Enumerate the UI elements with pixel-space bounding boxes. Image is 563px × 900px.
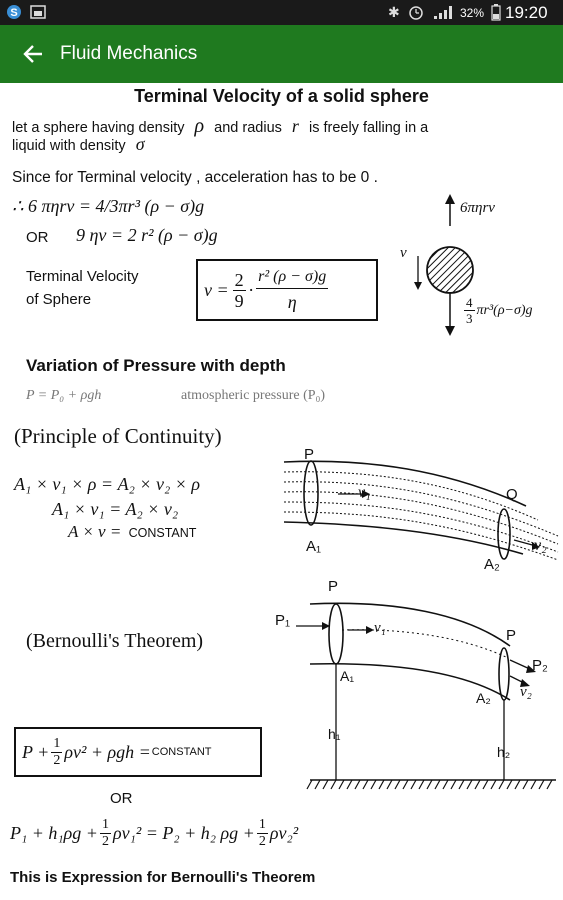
equation-1: ∴ 6 πηrv = 4/3πr³ (ρ − σ)g bbox=[12, 196, 205, 216]
battery-icon bbox=[491, 4, 501, 21]
bluetooth-icon: ✱ bbox=[388, 4, 400, 20]
clock: 19:20 bbox=[505, 3, 548, 22]
velocity-label: v bbox=[400, 245, 407, 261]
bernoulli-v1-label: v₁ bbox=[374, 620, 386, 636]
section-title-bernoulli: (Bernoulli's Theorem) bbox=[26, 630, 204, 652]
bernoulli-a1-label: A₁ bbox=[340, 668, 355, 684]
bernoulli-a2-label: A₂ bbox=[476, 690, 491, 706]
status-bar bbox=[0, 0, 563, 25]
pressure-p1-label: P₁ bbox=[275, 612, 291, 629]
bernoulli-point-p-right-label: P bbox=[506, 627, 517, 644]
intro-line-1: let a sphere having density ρ and radius r is freely falling in a bbox=[12, 115, 429, 137]
pressure-note: atmospheric pressure (P₀) bbox=[181, 388, 326, 403]
page-title: Fluid Mechanics bbox=[60, 43, 198, 64]
pressure-p2-label: P₂ bbox=[532, 657, 548, 674]
svg-text:S: S bbox=[10, 7, 18, 19]
cross-section-a2 bbox=[498, 509, 510, 559]
velocity-v2-label: v₂ bbox=[534, 537, 547, 554]
bernoulli-point-p-label: P bbox=[328, 578, 339, 595]
continuity-equation-2: A₁ × v₁ = A₂ × v₂ bbox=[52, 499, 179, 519]
ground-hatching bbox=[307, 780, 552, 789]
velocity-v1-label: v₁ bbox=[358, 484, 371, 501]
height-h1-label: h₁ bbox=[328, 726, 341, 742]
or-label-1: OR bbox=[26, 229, 49, 246]
pressure-equation: P = P₀ + ρgh bbox=[26, 388, 102, 403]
point-p-label: P bbox=[304, 446, 315, 463]
section-title-pressure: Variation of Pressure with depth bbox=[26, 356, 286, 375]
app-bar bbox=[0, 25, 563, 83]
area-a2-label: A₂ bbox=[484, 556, 500, 573]
intro-line-2: liquid with density σ bbox=[12, 134, 145, 154]
equation-2: 9 ηv = 2 r² (ρ − σ)g bbox=[76, 225, 218, 245]
signal-icon bbox=[433, 5, 455, 20]
bernoulli-footer-text: This is Expression for Bernoulli's Theorem bbox=[10, 869, 316, 886]
back-arrow-icon[interactable] bbox=[22, 43, 46, 65]
bernoulli-full-equation: P₁ + h₁ρg + $\frac{1}{2}$ ρv₁² = P₂ + h₂ ρg + $\frac{1}{2}$ ρv₂² bbox=[10, 817, 299, 849]
bernoulli-constant-box: P + $\frac{1}{2}$ ρv² + ρgh = CONSTANT bbox=[14, 727, 262, 777]
battery-percent: 32% bbox=[460, 6, 485, 20]
drag-force-label: 6πηrv bbox=[460, 200, 495, 216]
section-title-continuity: (Principle of Continuity) bbox=[14, 424, 222, 448]
continuity-equation-1: A₁ × v₁ × ρ = A₂ × v₂ × ρ bbox=[14, 474, 201, 494]
continuity-equation-3: A × v = CONSTANT bbox=[68, 522, 197, 541]
terminal-velocity-label-1: Terminal Velocity bbox=[26, 268, 139, 285]
image-icon bbox=[30, 5, 46, 19]
terminal-velocity-box: v = $\frac{2}{9}$ · $\frac{\text{r² (ρ − σ)g}}{\eta}$ bbox=[196, 259, 378, 321]
point-q-label: Q bbox=[506, 486, 518, 503]
cross-section-a1 bbox=[304, 461, 318, 525]
area-a1-label: A₁ bbox=[306, 538, 322, 555]
height-h2-label: h₂ bbox=[497, 744, 511, 760]
alarm-icon bbox=[408, 4, 424, 20]
weight-force-label: $\frac{4}{3}$ πr³(ρ−σ)g bbox=[466, 295, 533, 326]
skype-icon bbox=[6, 4, 22, 20]
bernoulli-v2-label: v₂ bbox=[520, 684, 532, 700]
section-title-terminal-velocity: Terminal Velocity of a solid sphere bbox=[134, 86, 429, 106]
since-line: Since for Terminal velocity , acceleration has to be 0 . bbox=[12, 169, 378, 186]
sphere bbox=[427, 247, 473, 293]
terminal-velocity-label-2: of Sphere bbox=[26, 291, 92, 308]
or-label-2: OR bbox=[110, 790, 133, 807]
